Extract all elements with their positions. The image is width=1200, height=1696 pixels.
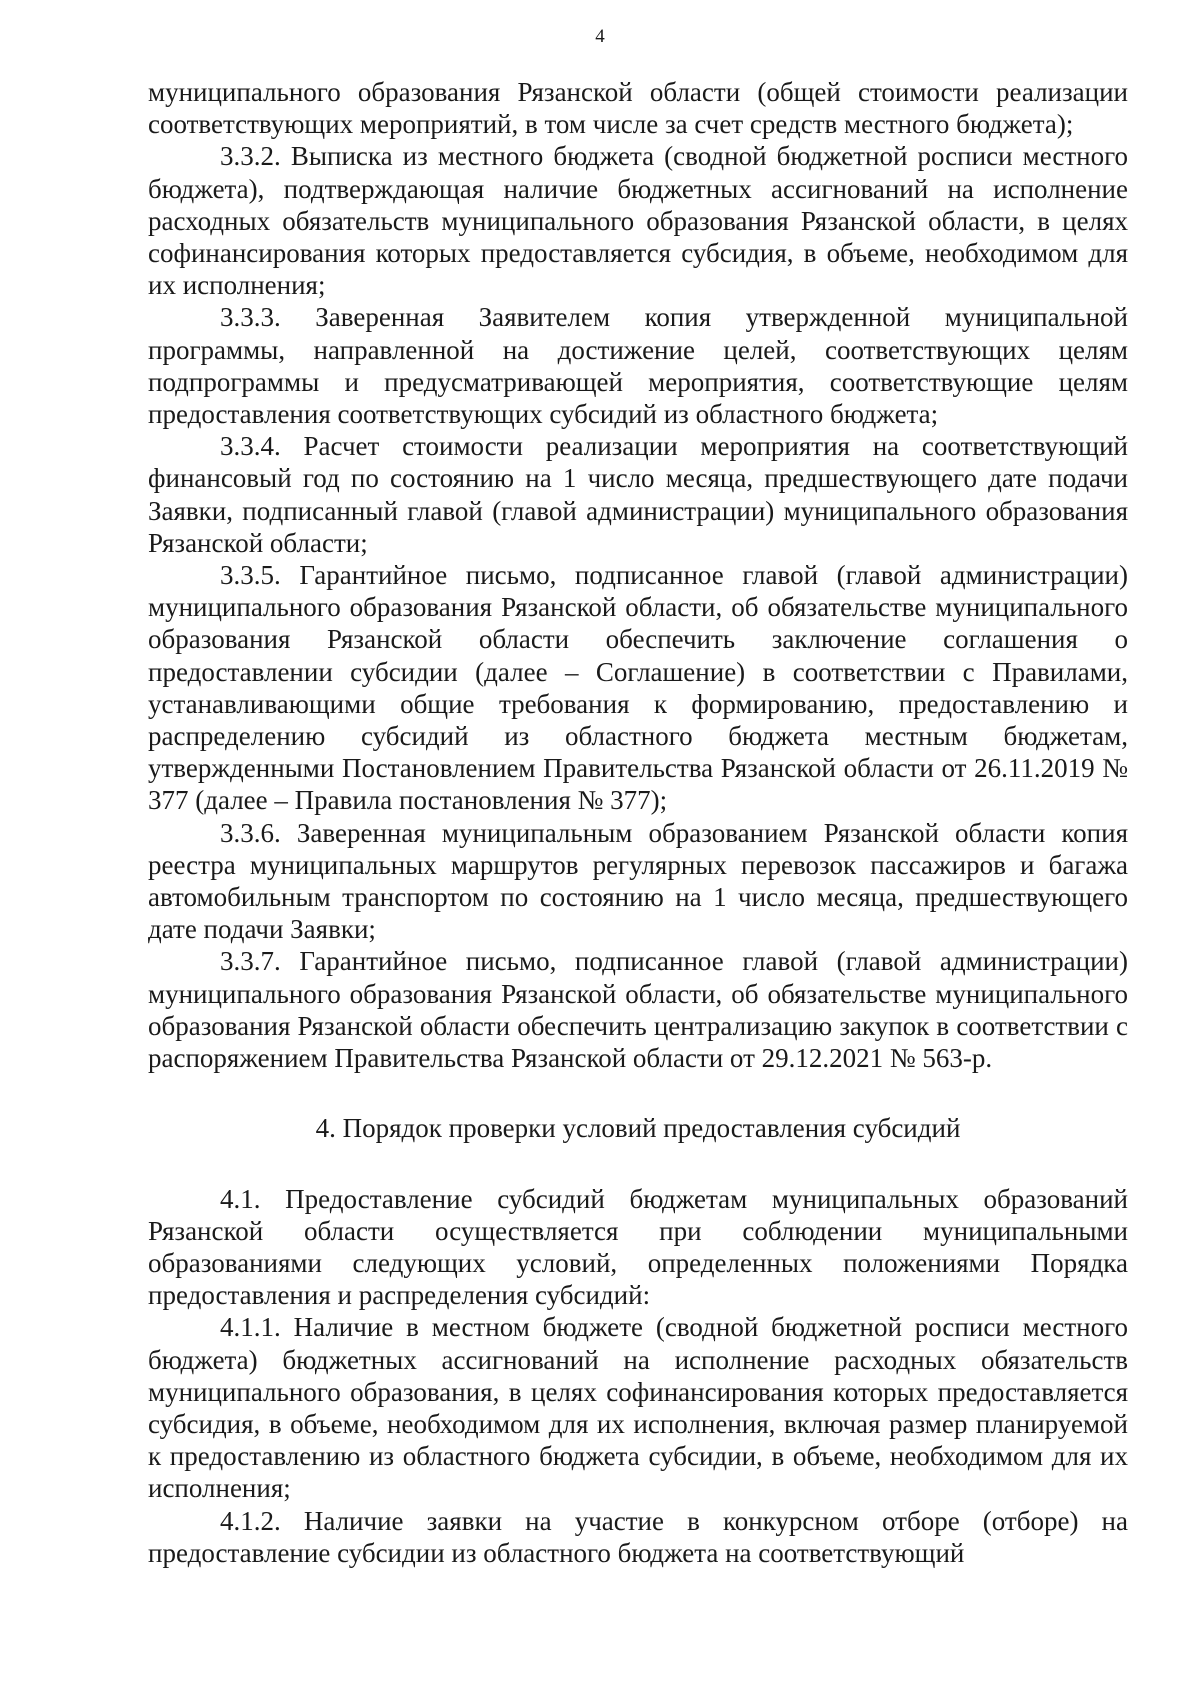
document-body — [148, 76, 1128, 1569]
paragraph-4-1: 4.1. Предоставление субсидий бюджетам муниципальных образований Рязанской области осуществляется при соблюдении муниципальными образованиями следующих условий, определенных положениями Порядка предоставления и распределения субсидий: — [148, 1183, 1128, 1311]
paragraph-3-3-4: 3.3.4. Расчет стоимости реализации мероприятия на соответствующий финансовый год по состоянию на 1 число месяца, предшествующего дате подачи Заявки, подписанный главой (главой администрации) муниципального образования Рязанской области; — [148, 431, 1128, 558]
paragraph-3-3-5: 3.3.5. Гарантийное письмо, подписанное главой (главой администрации) муниципального образования Рязанской области, об обязательстве муниципального образования Рязанской области обеспечить заключение соглашения о предоставлении субсидии (далее – Соглашение) в соответствии с Правилами, устанавливающими общие требования к формированию, предоставлению и распределению субсидий из областного бюджета местным бюджетам, утвержденными Постановлением Правительства Рязанской области от 26.11.2019 № 377 (далее – Правила постановления № 377); — [148, 560, 1128, 816]
paragraph-3-3-3: 3.3.3. Заверенная Заявителем копия утвержденной муниципальной программы, направленной на достижение целей, соответствующих целям подпрограммы и предусматривающей мероприятия, соответствующие целям предоставления соответствующих субсидий из областного бюджета; — [148, 302, 1128, 430]
paragraph-continuation: муниципального образования Рязанской области (общей стоимости реализации соответствующих мероприятий, в том числе за счет средств местного бюджета); — [148, 77, 1128, 140]
paragraph-3-3-6: 3.3.6. Заверенная муниципальным образованием Рязанской области копия реестра муниципальных маршрутов регулярных перевозок пассажиров и багажа автомобильным транспортом по состоянию на 1 число месяца, предшествующего дате подачи Заявки; — [148, 817, 1128, 945]
page-number: 4 — [595, 26, 605, 47]
paragraph-3-3-7: 3.3.7. Гарантийное письмо, подписанное главой (главой администрации) муниципального образования Рязанской области, об обязательстве муниципального образования Рязанской области обеспечить централизацию закупок в соответствии с распоряжением Правительства Рязанской области от 29.12.2021 № 563-р. — [148, 946, 1128, 1074]
paragraph-4-1-1: 4.1.1. Наличие в местном бюджете (сводной бюджетной росписи местного бюджета) бюджетных ассигнований на исполнение расходных обязательств муниципального образования, в целях софинансирования которых предоставляется субсидия, в объеме, необходимом для их исполнения, включая размер планируемой к предоставлению из областного бюджета субсидии, в объеме, необходимом для их исполнения; — [148, 1312, 1128, 1504]
paragraph-4-1-2: 4.1.2. Наличие заявки на участие в конкурсном отборе (отборе) на предоставление субсидии из областного бюджета на соответствующий — [148, 1505, 1128, 1568]
section-4-heading: 4. Порядок проверки условий предоставления субсидий — [315, 1113, 961, 1144]
paragraph-3-3-2: 3.3.2. Выписка из местного бюджета (сводной бюджетной росписи местного бюджета), подтверждающая наличие бюджетных ассигнований на исполнение расходных обязательств муниципального образования Рязанской области, в целях софинансирования которых предоставляется субсидия, в объеме, необходимом для их исполнения; — [148, 141, 1128, 301]
